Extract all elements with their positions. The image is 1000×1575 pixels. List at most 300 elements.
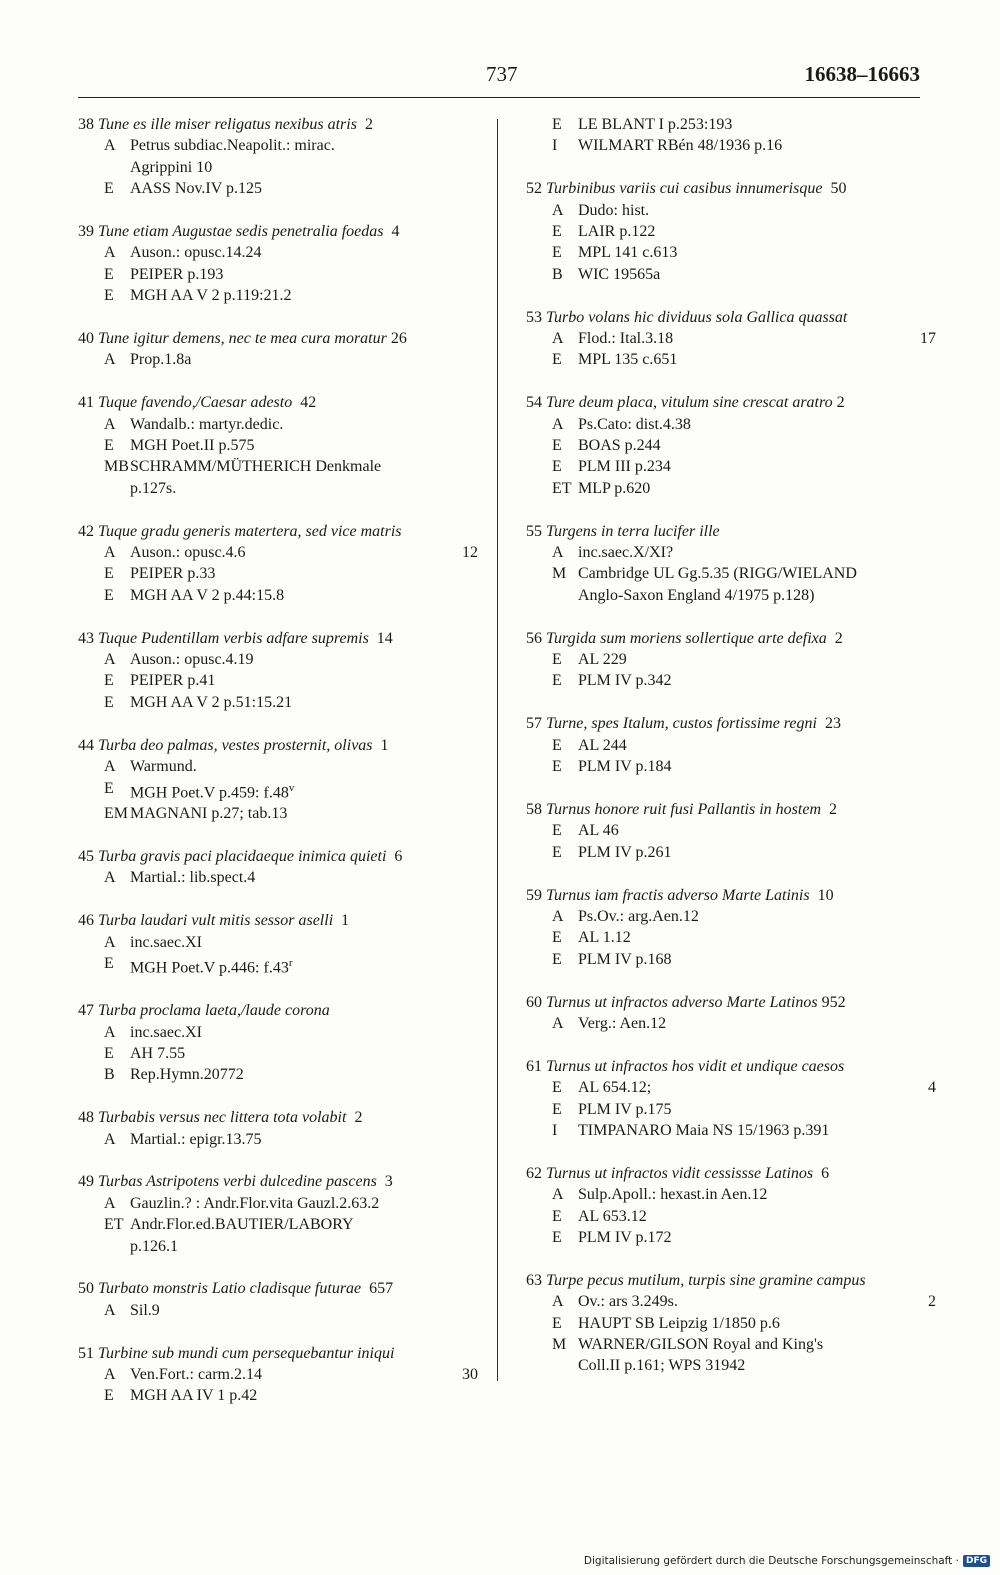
- reference-line: MGH AA V 2 p.119:21.2: [130, 287, 292, 305]
- incipit: Turba laudari vult mitis sessor aselli: [98, 912, 334, 930]
- reference-text: [130, 135, 478, 178]
- reference-line: MGH Poet.V p.446: f.43$^r$: [130, 957, 293, 977]
- reference-row: [526, 221, 936, 242]
- reference-line: AASS Nov.IV p.125: [130, 180, 263, 198]
- entry-headline: [78, 910, 478, 931]
- reference-row: [526, 542, 936, 563]
- entry-number: 26: [386, 330, 407, 348]
- index-entry: [78, 521, 478, 607]
- entry-headline: [526, 521, 936, 542]
- reference-text: [578, 456, 936, 477]
- entry-headline: [526, 992, 936, 1013]
- source-code: A: [552, 1293, 564, 1311]
- reference-text: [130, 178, 478, 199]
- reference-line: SCHRAMM/MÜTHERICH Denkmale: [130, 458, 382, 476]
- reference-text: [130, 435, 478, 456]
- reference-line: Dudo: hist.: [578, 201, 650, 219]
- reference-line: Wandalb.: martyr.dedic.: [130, 415, 284, 433]
- incipit: Tune etiam Augustae sedis penetralia foedas: [98, 223, 384, 241]
- entry-headline: [526, 307, 936, 328]
- entry-headline: [78, 521, 478, 542]
- index-entry: [78, 328, 478, 371]
- source-code: I: [552, 137, 558, 155]
- reference-row: [78, 414, 478, 435]
- left-column: [78, 114, 478, 1428]
- entry-number: 60: [526, 993, 546, 1011]
- entry-number: 48: [78, 1109, 98, 1127]
- incipit: Tuque Pudentillam verbis adfare supremis: [98, 629, 369, 647]
- reference-line: TIMPANARO Maia NS 15/1963 p.391: [578, 1121, 830, 1139]
- reference-row: [78, 1043, 478, 1064]
- reference-row: [78, 135, 478, 178]
- reference-text: [578, 1099, 936, 1120]
- reference-row: [526, 1120, 936, 1141]
- reference-line: Verg.: Aen.12: [578, 1014, 667, 1032]
- entry-number: 57: [526, 715, 546, 733]
- reference-text: [130, 932, 478, 953]
- reference-text: [578, 435, 936, 456]
- index-entry: [526, 628, 936, 692]
- source-code: A: [104, 544, 116, 562]
- source-code: A: [104, 1130, 116, 1148]
- reference-text: [130, 349, 478, 370]
- reference-line: BOAS p.244: [578, 437, 661, 455]
- entry-headline: [78, 1343, 478, 1364]
- reference-text: [130, 692, 478, 713]
- incipit: Turnus ut infractos vidit cessissse Latinos: [546, 1164, 814, 1182]
- reference-text: [130, 803, 478, 824]
- entry-number: 45: [78, 848, 98, 866]
- reference-row: [526, 349, 936, 370]
- source-code: A: [552, 1186, 564, 1204]
- page-header: [78, 62, 920, 92]
- entry-headline: [78, 735, 478, 756]
- incipit: Tuque favendo,/Caesar adesto: [98, 394, 293, 412]
- source-code: A: [104, 1023, 116, 1041]
- entry-number: 63: [526, 1271, 546, 1289]
- index-entry: [78, 221, 478, 307]
- source-code: E: [552, 223, 562, 241]
- index-entry: [526, 307, 936, 371]
- incipit: Turgida sum moriens sollertique arte defixa: [546, 629, 827, 647]
- incipit: Turba gravis paci placidaeque inimica quieti: [98, 848, 387, 866]
- entry-headline: [78, 221, 478, 242]
- entry-headline: [526, 1270, 936, 1291]
- reference-text: [578, 1334, 936, 1377]
- reference-line: Martial.: epigr.13.75: [130, 1130, 262, 1148]
- reference-line: MLP p.620: [578, 479, 651, 497]
- reference-line: inc.saec.X/XI?: [578, 544, 674, 562]
- reference-line: AL 1.12: [578, 929, 631, 947]
- reference-line: AH 7.55: [130, 1044, 186, 1062]
- reference-line: Auson.: opusc.4.19: [130, 651, 254, 669]
- source-code: E: [552, 458, 562, 476]
- entry-number: 23: [816, 715, 841, 733]
- reference-row: [78, 1129, 478, 1150]
- reference-text: [130, 778, 478, 804]
- source-code: E: [104, 565, 114, 583]
- entry-number: 40: [78, 330, 98, 348]
- source-code: E: [104, 779, 114, 797]
- reference-line: MGH AA IV 1 p.42: [130, 1387, 258, 1405]
- reference-text: [578, 927, 936, 948]
- reference-text: [130, 285, 478, 306]
- source-code: ET: [104, 1216, 124, 1234]
- reference-line: Auson.: opusc.4.6: [130, 544, 246, 562]
- reference-text: [578, 135, 936, 156]
- reference-row: [526, 200, 936, 221]
- incipit: Ture deum placa, vitulum sine crescat aratro: [546, 394, 833, 412]
- reference-line: WARNER/GILSON Royal and King's: [578, 1335, 824, 1353]
- reference-row: [526, 1291, 936, 1312]
- reference-text: [130, 264, 478, 285]
- entry-number: 952: [817, 993, 846, 1011]
- footer-text: Digitalisierung gefördert durch die Deutsche Forschungsgemeinschaft ·: [583, 1555, 959, 1567]
- entry-number: 2: [821, 800, 837, 818]
- index-entry: [78, 392, 478, 499]
- reference-line: AL 653.12: [578, 1207, 647, 1225]
- reference-row: [78, 563, 478, 584]
- source-code: E: [552, 758, 562, 776]
- source-code: B: [552, 265, 563, 283]
- source-code: E: [552, 1228, 562, 1246]
- incipit: Turba proclama laeta,/laude corona: [98, 1002, 330, 1020]
- verse-count: 17: [920, 330, 936, 348]
- source-code: A: [104, 933, 116, 951]
- entry-number: 44: [78, 736, 98, 754]
- entry-number: 10: [809, 886, 834, 904]
- reference-line: PLM IV p.168: [578, 950, 672, 968]
- reference-row: [78, 435, 478, 456]
- index-entry: [78, 1278, 478, 1321]
- reference-row: [526, 842, 936, 863]
- entry-number: 2: [826, 629, 843, 647]
- reference-text: [130, 1385, 478, 1406]
- source-code: A: [552, 415, 564, 433]
- reference-line: Flod.: Ital.3.18: [578, 330, 674, 348]
- source-code: E: [104, 1044, 114, 1062]
- entry-number: 56: [526, 629, 546, 647]
- reference-row: [526, 1099, 936, 1120]
- reference-row: [78, 285, 478, 306]
- reference-text: [578, 1120, 936, 1141]
- source-code: E: [104, 287, 114, 305]
- entry-number: 2: [832, 394, 845, 412]
- source-code: E: [552, 843, 562, 861]
- source-code: A: [552, 544, 564, 562]
- reference-row: [78, 542, 478, 563]
- reference-text: [578, 478, 936, 499]
- reference-row: [526, 1313, 936, 1334]
- reference-row: [526, 649, 936, 670]
- source-code: E: [552, 736, 562, 754]
- source-code: E: [552, 1314, 562, 1332]
- reference-row: [78, 649, 478, 670]
- source-code: A: [104, 415, 116, 433]
- reference-line: MPL 135 c.651: [578, 351, 678, 369]
- reference-text: [578, 563, 936, 606]
- index-entry: [78, 910, 478, 979]
- reference-line: PLM III p.234: [578, 458, 671, 476]
- incipit: Turbinibus variis cui casibus innumerisque: [546, 180, 823, 198]
- reference-text: [578, 756, 936, 777]
- reference-row: [526, 1206, 936, 1227]
- entry-headline: [526, 799, 936, 820]
- incipit: Turnus honore ruit fusi Pallantis in hostem: [546, 800, 821, 818]
- source-code: A: [104, 651, 116, 669]
- incipit: Turnus iam fractis adverso Marte Latinis: [546, 886, 810, 904]
- reference-line: inc.saec.XI: [130, 1023, 202, 1041]
- reference-text: [578, 649, 936, 670]
- reference-row: [526, 1077, 936, 1098]
- reference-text: [578, 735, 936, 756]
- index-entry: [78, 1171, 478, 1257]
- reference-row: [78, 1214, 478, 1257]
- reference-text: [130, 1193, 478, 1214]
- reference-line: PLM IV p.261: [578, 843, 672, 861]
- entry-number: 51: [78, 1344, 98, 1362]
- reference-row: [526, 1184, 936, 1205]
- entry-number: 14: [368, 629, 393, 647]
- source-code: E: [104, 180, 114, 198]
- reference-line: MGH AA V 2 p.44:15.8: [130, 586, 285, 604]
- source-code: M: [552, 565, 567, 583]
- reference-row: [526, 820, 936, 841]
- reference-text: [130, 953, 478, 979]
- reference-line: MGH Poet.II p.575: [130, 437, 255, 455]
- reference-line: Rep.Hymn.20772: [130, 1066, 244, 1084]
- reference-text: [578, 1291, 936, 1312]
- entry-number: 53: [526, 308, 546, 326]
- reference-row: [78, 242, 478, 263]
- reference-line: Ps.Cato: dist.4.38: [578, 415, 691, 433]
- reference-row: [78, 778, 478, 804]
- reference-text: [130, 1043, 478, 1064]
- entry-number: 58: [526, 800, 546, 818]
- entry-range: 16638–16663: [804, 62, 920, 86]
- index-entry: [526, 392, 936, 499]
- reference-line: AL 229: [578, 651, 627, 669]
- reference-line: Martial.: lib.spect.4: [130, 869, 256, 887]
- reference-line: MAGNANI p.27; tab.13: [130, 805, 288, 823]
- source-code: E: [552, 244, 562, 262]
- reference-line: MGH AA V 2 p.51:15.21: [130, 693, 293, 711]
- reference-text: [578, 264, 936, 285]
- verse-count: 30: [462, 1366, 478, 1384]
- reference-row: [78, 1385, 478, 1406]
- right-column: [526, 114, 936, 1398]
- entry-number: 62: [526, 1164, 546, 1182]
- index-entry: [526, 521, 936, 607]
- reference-line: p.127s.: [130, 479, 177, 497]
- incipit: Turba deo palmas, vestes prosternit, olivas: [98, 736, 373, 754]
- reference-text: [130, 1064, 478, 1085]
- reference-row: [526, 242, 936, 263]
- page-number: 737: [486, 62, 518, 86]
- reference-row: [78, 1193, 478, 1214]
- reference-text: [130, 1300, 478, 1321]
- reference-row: [526, 135, 936, 156]
- column-divider: [497, 119, 498, 1381]
- reference-line: inc.saec.XI: [130, 933, 202, 951]
- source-code: E: [104, 955, 114, 973]
- index-entry: [526, 1163, 936, 1249]
- reference-line: WILMART RBén 48/1936 p.16: [578, 137, 783, 155]
- reference-text: [578, 1227, 936, 1248]
- incipit: Turbo volans hic dividuus sola Gallica quassat: [546, 308, 848, 326]
- reference-text: [130, 867, 478, 888]
- reference-line: Anglo-Saxon England 4/1975 p.128): [578, 586, 815, 604]
- incipit: Turpe pecus mutilum, turpis sine gramine campus: [546, 1271, 866, 1289]
- reference-line: Sulp.Apoll.: hexast.in Aen.12: [578, 1186, 768, 1204]
- reference-row: [526, 927, 936, 948]
- entry-number: 3: [376, 1173, 393, 1191]
- reference-line: Warmund.: [130, 758, 197, 776]
- reference-row: [526, 1334, 936, 1377]
- incipit: Turbas Astripotens verbi dulcedine pascens: [98, 1173, 377, 1191]
- reference-row: [526, 756, 936, 777]
- source-code: A: [552, 907, 564, 925]
- entry-headline: [78, 1278, 478, 1299]
- reference-row: [78, 1300, 478, 1321]
- source-code: E: [552, 672, 562, 690]
- entry-number: 38: [78, 116, 98, 133]
- index-entry: [78, 846, 478, 889]
- entry-number: 1: [333, 912, 350, 930]
- reference-row: [526, 563, 936, 606]
- reference-text: [130, 649, 478, 670]
- reference-row: [78, 1064, 478, 1085]
- reference-text: [130, 1364, 478, 1385]
- index-entry: [78, 1000, 478, 1086]
- reference-row: [526, 1013, 936, 1034]
- source-code: E: [552, 1100, 562, 1118]
- source-code: A: [104, 244, 116, 262]
- reference-text: [130, 585, 478, 606]
- reference-line: Auson.: opusc.14.24: [130, 244, 262, 262]
- entry-number: 2: [346, 1109, 363, 1127]
- reference-row: [78, 456, 478, 499]
- reference-line: Coll.II p.161; WPS 31942: [578, 1357, 746, 1375]
- reference-row: [78, 178, 478, 199]
- entry-number: 59: [526, 886, 546, 904]
- entry-headline: [526, 628, 936, 649]
- source-code: B: [104, 1066, 115, 1084]
- index-entry: [78, 735, 478, 825]
- reference-row: [526, 435, 936, 456]
- reference-row: [78, 1364, 478, 1385]
- reference-text: [578, 200, 936, 221]
- reference-text: [578, 842, 936, 863]
- incipit: Turbato monstris Latio cladisque futurae: [98, 1280, 362, 1298]
- source-code: MB: [104, 458, 129, 476]
- reference-line: HAUPT SB Leipzig 1/1850 p.6: [578, 1314, 780, 1332]
- source-code: A: [104, 758, 116, 776]
- reference-line: Gauzlin.? : Andr.Flor.vita Gauzl.2.63.2: [130, 1194, 380, 1212]
- reference-line: LAIR p.122: [578, 223, 656, 241]
- reference-line: PEIPER p.33: [130, 565, 216, 583]
- source-code: E: [552, 351, 562, 369]
- entry-number: 42: [78, 522, 98, 540]
- entry-number: 52: [526, 180, 546, 198]
- entry-headline: [78, 114, 478, 135]
- index-entry: [526, 799, 936, 863]
- reference-row: [526, 264, 936, 285]
- incipit: Turbabis versus nec littera tota volabit: [98, 1109, 347, 1127]
- reference-row: [78, 264, 478, 285]
- source-code: A: [104, 137, 116, 155]
- source-code: E: [104, 1387, 114, 1405]
- reference-line: LE BLANT I p.253:193: [578, 116, 733, 133]
- index-entry: [526, 885, 936, 971]
- incipit: Turnus ut infractos adverso Marte Latinos: [546, 993, 818, 1011]
- entry-headline: [78, 846, 478, 867]
- entry-number: 46: [78, 912, 98, 930]
- reference-line: p.126.1: [130, 1237, 178, 1255]
- reference-text: [130, 1022, 478, 1043]
- reference-row: [526, 949, 936, 970]
- reference-text: [578, 328, 936, 349]
- entry-headline: [526, 885, 936, 906]
- entry-number: 39: [78, 223, 98, 241]
- reference-text: [578, 542, 936, 563]
- entry-headline: [78, 1171, 478, 1192]
- reference-text: [130, 1129, 478, 1150]
- reference-text: [578, 1206, 936, 1227]
- reference-row: [78, 756, 478, 777]
- source-code: E: [104, 672, 114, 690]
- reference-row: [78, 585, 478, 606]
- entry-number: 42: [292, 394, 317, 412]
- entry-headline: [78, 1000, 478, 1021]
- index-entry: [526, 1270, 936, 1377]
- reference-line: Andr.Flor.ed.BAUTIER/LABORY: [130, 1216, 354, 1234]
- index-entry: [78, 628, 478, 714]
- reference-text: [578, 670, 936, 691]
- source-code: A: [552, 201, 564, 219]
- reference-line: PLM IV p.184: [578, 758, 672, 776]
- reference-line: WIC 19565a: [578, 265, 661, 283]
- entry-headline: [78, 392, 478, 413]
- source-code: E: [104, 437, 114, 455]
- entry-number: 6: [386, 848, 403, 866]
- reference-row: [78, 803, 478, 824]
- reference-row: [526, 328, 936, 349]
- reference-line: PLM IV p.342: [578, 672, 672, 690]
- reference-row: [526, 670, 936, 691]
- reference-line: PEIPER p.193: [130, 265, 224, 283]
- reference-line: Agrippini 10: [130, 158, 213, 176]
- entry-number: 43: [78, 629, 98, 647]
- reference-row: [78, 867, 478, 888]
- source-code: E: [552, 1079, 562, 1097]
- verse-count: 4: [928, 1079, 936, 1097]
- reference-row: [526, 478, 936, 499]
- source-code: E: [104, 586, 114, 604]
- reference-row: [78, 670, 478, 691]
- reference-row: [526, 456, 936, 477]
- source-code: A: [104, 351, 116, 369]
- reference-line: Ps.Ov.: arg.Aen.12: [578, 907, 699, 925]
- reference-line: Sil.9: [130, 1301, 160, 1319]
- reference-row: [78, 932, 478, 953]
- entry-number: 49: [78, 1173, 98, 1191]
- reference-line: PLM IV p.175: [578, 1100, 672, 1118]
- reference-line: Petrus subdiac.Neapolit.: mirac.: [130, 137, 335, 155]
- reference-row: [526, 735, 936, 756]
- reference-text: [578, 820, 936, 841]
- index-entry: [78, 1343, 478, 1407]
